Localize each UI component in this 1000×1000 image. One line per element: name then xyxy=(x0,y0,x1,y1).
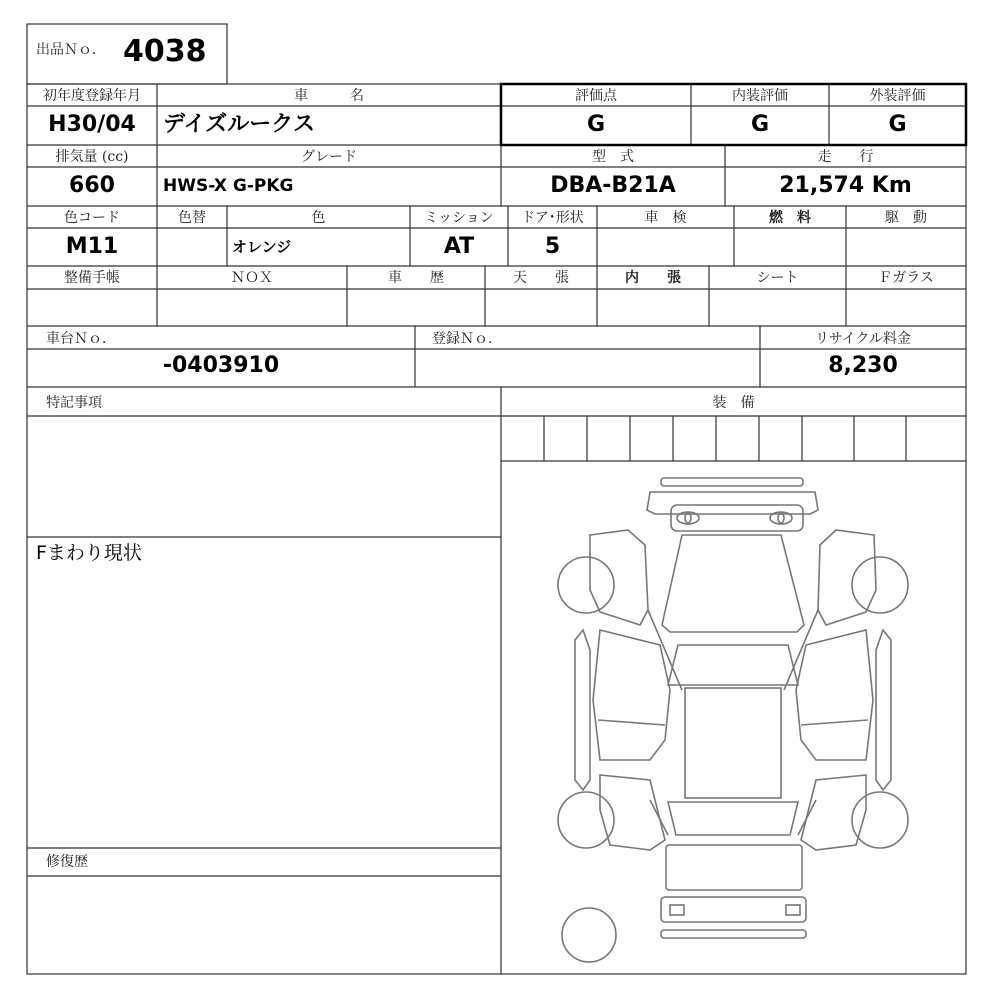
registration-number-label: 登録Ｎｏ． xyxy=(432,331,502,347)
vehicle-history-label: 車 歴 xyxy=(388,270,444,286)
equipment-label: 装 備 xyxy=(712,395,755,411)
mileage-label: 走 行 xyxy=(817,149,874,165)
front-condition-label: Fまわり現状 xyxy=(36,542,142,564)
chassis-number-value: -0403910 xyxy=(162,353,280,378)
transmission-value: AT xyxy=(443,234,475,259)
seat-label: シート xyxy=(756,270,799,286)
score-label: 評価点 xyxy=(575,88,617,104)
displacement-value: 660 xyxy=(69,173,115,198)
color-label: 色 xyxy=(311,210,326,226)
color-code-label: 色コード xyxy=(64,210,120,226)
repaint-label: 色替 xyxy=(178,210,206,226)
special-notes-label: 特記事項 xyxy=(46,395,102,411)
color-value: オレンジ xyxy=(232,238,292,256)
front-glass-label: Ｆガラス xyxy=(878,270,934,286)
exterior-grade-value: G xyxy=(888,112,907,137)
inspection-label: 車 検 xyxy=(644,210,687,226)
interior-grade-label: 内装評価 xyxy=(732,88,788,104)
grade-label: グレード xyxy=(301,149,357,165)
lot-number-label: 出品Ｎｏ． xyxy=(36,42,106,58)
drive-label: 駆 動 xyxy=(885,210,927,226)
model-code-label: 型 式 xyxy=(592,149,634,165)
score-value: G xyxy=(586,112,606,137)
model-code-value: DBA-B21A xyxy=(550,173,676,198)
registration-label: 初年度登録年月 xyxy=(43,88,141,104)
car-diagram xyxy=(558,478,908,962)
transmission-label: ミッション xyxy=(424,210,494,226)
lot-number-value: 4038 xyxy=(123,34,207,69)
repair-history-label: 修復歴 xyxy=(46,854,88,870)
nox-label: ＮＯＸ xyxy=(231,270,273,286)
recycle-fee-value: 8,230 xyxy=(828,353,898,378)
fuel-label: 燃 料 xyxy=(769,210,811,226)
car-name-label: 車 名 xyxy=(294,88,364,104)
door-shape-label: ドア･形状 xyxy=(521,210,584,226)
chassis-number-label: 車台Ｎｏ． xyxy=(46,331,116,347)
car-name-value: デイズルークス xyxy=(163,112,316,137)
recycle-fee-label: リサイクル料金 xyxy=(814,331,912,347)
exterior-grade-label: 外装評価 xyxy=(869,88,926,104)
interior-grade-value: G xyxy=(750,112,770,137)
door-shape-value: 5 xyxy=(544,234,561,259)
displacement-label: 排気量 (cc) xyxy=(55,149,129,165)
grade-value: HWS-X G-PKG xyxy=(163,176,294,196)
maintenance-record-label: 整備手帳 xyxy=(64,270,120,286)
registration-value: H30/04 xyxy=(48,112,136,137)
color-code-value: M11 xyxy=(65,234,119,259)
interior-trim-label: 内 張 xyxy=(625,270,681,286)
mileage-value: 21,574 Km xyxy=(779,173,912,198)
ceiling-label: 天 張 xyxy=(513,270,569,286)
